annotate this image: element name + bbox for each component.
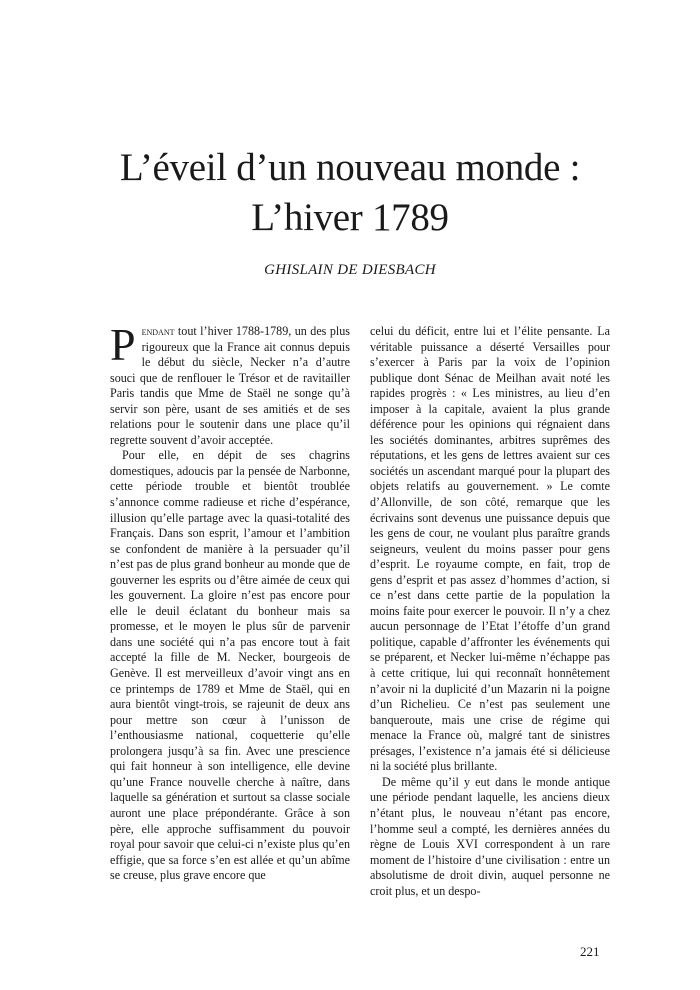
lead-in: endant [141,324,175,338]
column-left [110,319,350,884]
paragraph: Pour elle, en dépit de ses chagrins domestiques, adoucis par la pensée de Narbonne, cette période trouble et bientôt troublée s’annonce comme radieuse et riche d’espérance, illusion qu’elle partage avec la quasi-totalité des Français. Dans son esprit, l’amour et l’ambition se confondent de manière à la persuader qu’il n’est pas de plus grand bonheur au monde que de gouverner les esprits ou d’être aimée de ceux qui les gouvernent. La gloire n’est pas encore pour elle le deuil éclatant du bonheur mais sa promesse, et le moyen le plus sûr de parvenir dans une société qui n’a pas encore tout à fait accepté la fille de M. Necker, bourgeois de Genève. Il est merveilleux d’avoir vingt ans en ce printemps de 1789 et Mme de Staël, qui en aura bientôt vingt-trois, se rajeunit de deux ans pour mettre son cœur à l’unisson de l’enthousiasme national, coquetterie qu’elle prolongera jusqu’à sa fin. Avec une prescience qui fait honneur à son intelligence, elle devine qu’une France nouvelle cherche à naître, dans laquelle sa génération et surtout sa classe sociale auront une place prépondérante. Grâce à son père, elle approche suffisamment du pouvoir royal pour savoir que celui-ci n’existe plus qu’en effigie, que sa force s’en est allée et qu’un abîme se creuse, plus grave encore que [110,448,350,883]
page-number: 221 [580,944,600,959]
author-byline: GHISLAIN DE DIESBACH [264,262,436,278]
paragraph: celui du déficit, entre lui et l’élite pensante. La véritable puissance a déserté Versailles pour s’exercer à Paris par la voix de l’opinion publique dont Sénac de Meilhan avait noté les rapides progrès : « Les ministres, au lieu d’en imposer à la capitale, avaient la plus grande déférence pour les opinions qui régnaient dans les sociétés dominantes, arbitres suprêmes des réputations, et les gens de lettres avaient sur ces sociétés un ascendant marqué pour la plupart des objets relatifs au gouvernement. » Le comte d’Allonville, de son côté, remarque que les écrivains sont devenus une puissance depuis que les gens de cour, ne voulant plus paraître grands seigneurs, veulent du moins passer pour gens d’esprit. Le royaume compte, en fait, trop de gens d’esprit et pas assez d’hommes d’action, si ce n’est dans cette partie de la population la moins faite pour exercer le pouvoir. Il n’y a chez aucun personnage de l’Etat l’étoffe d’un grand politique, capable d’affronter les événements qui se préparent, et Necker lui-même n’échappe pas à cette critique, lui qui reconnaît honnêtement n’avoir ni la duplicité d’un Mazarin ni la poigne d’un Richelieu. Ce n’est pas seulement une banqueroute, mais une crise de régime qui menace la France où, malgré tant de sinistres présages, l’existence n’a jamais été si délicieuse ni la société plus brillante. [370,324,610,774]
paragraph [110,319,350,448]
title-line-2: L’hiver 1789 [251,196,449,239]
article-title [0,143,700,243]
paragraph-text: tout l’hiver 1788-1789, un des plus rigoureux que la France ait connus depuis le début du siècle, Necker n’a d’autre souci que de renflouer le Trésor et de ravitailler Paris tandis que Mme de Staël ne songe qu’à servir son père, usant de ses amitiés et de ses relations pour le soutenir dans une place qu’il regrette souvent d’avoir acceptée. [110,324,350,447]
drop-cap: P [110,319,136,370]
title-line-1: L’éveil d’un nouveau monde : [119,146,581,189]
paragraph: De même qu’il y eut dans le monde antique une période pendant laquelle, les anciens dieux n’étant plus, le nouveau n’étant pas encore, l’homme seul a compté, les dernières années du règne de Louis XVI correspondent à un rare moment de l’histoire d’une civilisation : entre un absolutisme de droit divin, auquel personne ne croit plus, et un despo- [370,774,610,898]
column-right [370,324,610,899]
